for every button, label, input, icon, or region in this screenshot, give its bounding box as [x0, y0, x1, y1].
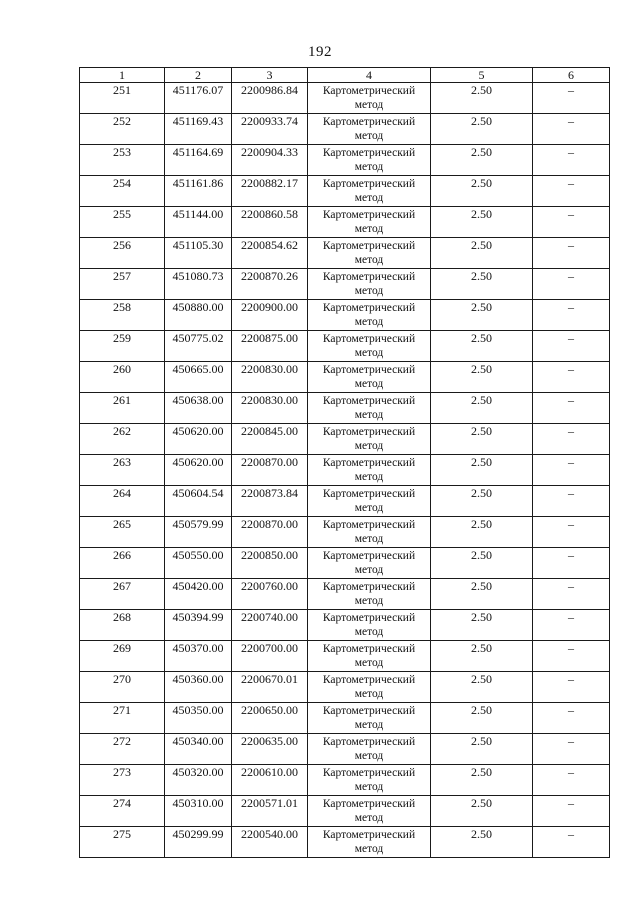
y-coordinate-cell: 2200635.00: [232, 734, 308, 765]
point-number-cell: 260: [80, 362, 165, 393]
point-number-cell: 256: [80, 238, 165, 269]
y-coordinate-cell: 2200873.84: [232, 486, 308, 517]
table-row: [80, 114, 610, 145]
accuracy-cell: 2.50: [431, 548, 533, 579]
column-header: 3: [232, 68, 308, 83]
method-line-2: метод: [354, 719, 384, 731]
method-line-1: Картометрический: [322, 829, 416, 841]
method-line-2: метод: [354, 502, 384, 514]
table-row: [80, 393, 610, 424]
method-line-1: Картометрический: [322, 240, 416, 252]
method-cell: [308, 145, 431, 176]
y-coordinate-cell: 2200610.00: [232, 765, 308, 796]
accuracy-cell: 2.50: [431, 486, 533, 517]
method-line-1: Картометрический: [322, 612, 416, 624]
point-number-cell: 265: [80, 517, 165, 548]
y-coordinate-cell: 2200900.00: [232, 300, 308, 331]
table-row: [80, 579, 610, 610]
accuracy-cell: 2.50: [431, 393, 533, 424]
table-row: [80, 672, 610, 703]
y-coordinate-cell: 2200830.00: [232, 393, 308, 424]
note-cell: –: [533, 827, 610, 858]
y-coordinate-cell: 2200740.00: [232, 610, 308, 641]
method-line-2: метод: [354, 285, 384, 297]
note-cell: –: [533, 672, 610, 703]
note-cell: –: [533, 703, 610, 734]
table-row: [80, 765, 610, 796]
method-line-1: Картометрический: [322, 178, 416, 190]
x-coordinate-cell: 451176.07: [165, 83, 232, 114]
x-coordinate-cell: 450775.02: [165, 331, 232, 362]
method-cell: [308, 114, 431, 145]
method-cell: [308, 548, 431, 579]
table-row: [80, 331, 610, 362]
method-line-1: Картометрический: [322, 271, 416, 283]
method-cell: [308, 641, 431, 672]
method-line-1: Картометрический: [322, 550, 416, 562]
method-cell: [308, 827, 431, 858]
method-line-2: метод: [354, 347, 384, 359]
table-body: [80, 83, 610, 858]
accuracy-cell: 2.50: [431, 703, 533, 734]
method-cell: [308, 455, 431, 486]
method-cell: [308, 362, 431, 393]
accuracy-cell: 2.50: [431, 269, 533, 300]
y-coordinate-cell: 2200845.00: [232, 424, 308, 455]
column-header: 6: [533, 68, 610, 83]
x-coordinate-cell: 450550.00: [165, 548, 232, 579]
note-cell: –: [533, 579, 610, 610]
x-coordinate-cell: 451169.43: [165, 114, 232, 145]
method-cell: [308, 672, 431, 703]
method-line-2: метод: [354, 564, 384, 576]
method-line-1: Картометрический: [322, 643, 416, 655]
accuracy-cell: 2.50: [431, 300, 533, 331]
table-row: [80, 641, 610, 672]
point-number-cell: 251: [80, 83, 165, 114]
table-row: [80, 362, 610, 393]
column-header: 5: [431, 68, 533, 83]
method-cell: [308, 331, 431, 362]
column-header: 4: [308, 68, 431, 83]
method-line-1: Картометрический: [322, 364, 416, 376]
y-coordinate-cell: 2200870.00: [232, 517, 308, 548]
column-header: 1: [80, 68, 165, 83]
method-cell: [308, 517, 431, 548]
point-number-cell: 271: [80, 703, 165, 734]
method-line-1: Картометрический: [322, 674, 416, 686]
method-line-2: метод: [354, 657, 384, 669]
method-line-2: метод: [354, 440, 384, 452]
note-cell: –: [533, 393, 610, 424]
method-line-1: Картометрический: [322, 395, 416, 407]
method-line-1: Картометрический: [322, 85, 416, 97]
y-coordinate-cell: 2200571.01: [232, 796, 308, 827]
method-line-2: метод: [354, 595, 384, 607]
method-cell: [308, 393, 431, 424]
method-cell: [308, 238, 431, 269]
y-coordinate-cell: 2200875.00: [232, 331, 308, 362]
accuracy-cell: 2.50: [431, 424, 533, 455]
accuracy-cell: 2.50: [431, 734, 533, 765]
note-cell: –: [533, 734, 610, 765]
method-line-1: Картометрический: [322, 705, 416, 717]
note-cell: –: [533, 83, 610, 114]
point-number-cell: 272: [80, 734, 165, 765]
method-line-2: метод: [354, 161, 384, 173]
accuracy-cell: 2.50: [431, 765, 533, 796]
y-coordinate-cell: 2200904.33: [232, 145, 308, 176]
method-cell: [308, 424, 431, 455]
x-coordinate-cell: 451144.00: [165, 207, 232, 238]
method-line-1: Картометрический: [322, 457, 416, 469]
x-coordinate-cell: 450579.99: [165, 517, 232, 548]
y-coordinate-cell: 2200540.00: [232, 827, 308, 858]
x-coordinate-cell: 451164.69: [165, 145, 232, 176]
y-coordinate-cell: 2200986.84: [232, 83, 308, 114]
accuracy-cell: 2.50: [431, 579, 533, 610]
accuracy-cell: 2.50: [431, 207, 533, 238]
x-coordinate-cell: 450620.00: [165, 455, 232, 486]
table-row: [80, 83, 610, 114]
note-cell: –: [533, 362, 610, 393]
column-header: 2: [165, 68, 232, 83]
method-line-2: метод: [354, 223, 384, 235]
method-line-2: метод: [354, 812, 384, 824]
method-line-1: Картометрический: [322, 147, 416, 159]
table-row: [80, 176, 610, 207]
x-coordinate-cell: 450310.00: [165, 796, 232, 827]
note-cell: –: [533, 424, 610, 455]
method-line-2: метод: [354, 130, 384, 142]
method-line-1: Картометрический: [322, 519, 416, 531]
point-number-cell: 257: [80, 269, 165, 300]
accuracy-cell: 2.50: [431, 176, 533, 207]
accuracy-cell: 2.50: [431, 827, 533, 858]
x-coordinate-cell: 450420.00: [165, 579, 232, 610]
table-header: [80, 68, 610, 83]
method-line-1: Картометрический: [322, 333, 416, 345]
method-line-2: метод: [354, 843, 384, 855]
note-cell: –: [533, 207, 610, 238]
x-coordinate-cell: 450299.99: [165, 827, 232, 858]
table-row: [80, 703, 610, 734]
method-line-2: метод: [354, 688, 384, 700]
accuracy-cell: 2.50: [431, 672, 533, 703]
method-line-2: метод: [354, 781, 384, 793]
y-coordinate-cell: 2200870.26: [232, 269, 308, 300]
method-cell: [308, 610, 431, 641]
method-line-1: Картометрический: [322, 302, 416, 314]
y-coordinate-cell: 2200854.62: [232, 238, 308, 269]
point-number-cell: 274: [80, 796, 165, 827]
method-line-1: Картометрический: [322, 736, 416, 748]
point-number-cell: 252: [80, 114, 165, 145]
point-number-cell: 255: [80, 207, 165, 238]
accuracy-cell: 2.50: [431, 83, 533, 114]
note-cell: –: [533, 145, 610, 176]
y-coordinate-cell: 2200700.00: [232, 641, 308, 672]
method-line-2: метод: [354, 99, 384, 111]
method-cell: [308, 734, 431, 765]
method-cell: [308, 300, 431, 331]
point-number-cell: 273: [80, 765, 165, 796]
method-cell: [308, 579, 431, 610]
x-coordinate-cell: 450620.00: [165, 424, 232, 455]
x-coordinate-cell: 450880.00: [165, 300, 232, 331]
table-row: [80, 455, 610, 486]
x-coordinate-cell: 450394.99: [165, 610, 232, 641]
y-coordinate-cell: 2200850.00: [232, 548, 308, 579]
method-line-2: метод: [354, 316, 384, 328]
method-cell: [308, 703, 431, 734]
accuracy-cell: 2.50: [431, 641, 533, 672]
method-cell: [308, 83, 431, 114]
table-row: [80, 734, 610, 765]
header-row: [80, 68, 610, 83]
method-line-1: Картометрический: [322, 209, 416, 221]
coordinates-table: [79, 67, 610, 858]
point-number-cell: 267: [80, 579, 165, 610]
x-coordinate-cell: 450320.00: [165, 765, 232, 796]
accuracy-cell: 2.50: [431, 238, 533, 269]
point-number-cell: 269: [80, 641, 165, 672]
point-number-cell: 270: [80, 672, 165, 703]
y-coordinate-cell: 2200870.00: [232, 455, 308, 486]
note-cell: –: [533, 331, 610, 362]
point-number-cell: 264: [80, 486, 165, 517]
table-row: [80, 269, 610, 300]
y-coordinate-cell: 2200760.00: [232, 579, 308, 610]
x-coordinate-cell: 450604.54: [165, 486, 232, 517]
note-cell: –: [533, 641, 610, 672]
point-number-cell: 254: [80, 176, 165, 207]
accuracy-cell: 2.50: [431, 362, 533, 393]
note-cell: –: [533, 765, 610, 796]
x-coordinate-cell: 450638.00: [165, 393, 232, 424]
y-coordinate-cell: 2200830.00: [232, 362, 308, 393]
point-number-cell: 261: [80, 393, 165, 424]
table-row: [80, 548, 610, 579]
table-row: [80, 238, 610, 269]
accuracy-cell: 2.50: [431, 517, 533, 548]
method-line-2: метод: [354, 626, 384, 638]
method-cell: [308, 796, 431, 827]
method-line-1: Картометрический: [322, 798, 416, 810]
note-cell: –: [533, 114, 610, 145]
y-coordinate-cell: 2200933.74: [232, 114, 308, 145]
method-line-2: метод: [354, 533, 384, 545]
note-cell: –: [533, 238, 610, 269]
point-number-cell: 253: [80, 145, 165, 176]
table-row: [80, 610, 610, 641]
method-line-2: метод: [354, 192, 384, 204]
point-number-cell: 259: [80, 331, 165, 362]
y-coordinate-cell: 2200670.01: [232, 672, 308, 703]
method-line-1: Картометрический: [322, 581, 416, 593]
method-line-1: Картометрический: [322, 426, 416, 438]
accuracy-cell: 2.50: [431, 331, 533, 362]
method-line-2: метод: [354, 254, 384, 266]
table-row: [80, 486, 610, 517]
point-number-cell: 275: [80, 827, 165, 858]
method-line-2: метод: [354, 378, 384, 390]
method-cell: [308, 269, 431, 300]
x-coordinate-cell: 450360.00: [165, 672, 232, 703]
point-number-cell: 263: [80, 455, 165, 486]
note-cell: –: [533, 176, 610, 207]
note-cell: –: [533, 486, 610, 517]
x-coordinate-cell: 451080.73: [165, 269, 232, 300]
method-line-1: Картометрический: [322, 767, 416, 779]
accuracy-cell: 2.50: [431, 796, 533, 827]
note-cell: –: [533, 269, 610, 300]
accuracy-cell: 2.50: [431, 455, 533, 486]
point-number-cell: 262: [80, 424, 165, 455]
y-coordinate-cell: 2200650.00: [232, 703, 308, 734]
table-row: [80, 796, 610, 827]
method-cell: [308, 176, 431, 207]
x-coordinate-cell: 450665.00: [165, 362, 232, 393]
note-cell: –: [533, 517, 610, 548]
table-row: [80, 424, 610, 455]
point-number-cell: 266: [80, 548, 165, 579]
table-row: [80, 145, 610, 176]
method-cell: [308, 207, 431, 238]
table-row: [80, 300, 610, 331]
accuracy-cell: 2.50: [431, 145, 533, 176]
accuracy-cell: 2.50: [431, 114, 533, 145]
method-line-1: Картометрический: [322, 488, 416, 500]
page-number: 192: [308, 44, 332, 60]
table-row: [80, 207, 610, 238]
note-cell: –: [533, 610, 610, 641]
x-coordinate-cell: 450350.00: [165, 703, 232, 734]
method-line-2: метод: [354, 409, 384, 421]
x-coordinate-cell: 450340.00: [165, 734, 232, 765]
note-cell: –: [533, 548, 610, 579]
method-cell: [308, 486, 431, 517]
x-coordinate-cell: 451105.30: [165, 238, 232, 269]
table-row: [80, 517, 610, 548]
note-cell: –: [533, 796, 610, 827]
x-coordinate-cell: 451161.86: [165, 176, 232, 207]
x-coordinate-cell: 450370.00: [165, 641, 232, 672]
y-coordinate-cell: 2200860.58: [232, 207, 308, 238]
method-cell: [308, 765, 431, 796]
table-row: [80, 827, 610, 858]
point-number-cell: 268: [80, 610, 165, 641]
y-coordinate-cell: 2200882.17: [232, 176, 308, 207]
method-line-2: метод: [354, 471, 384, 483]
method-line-2: метод: [354, 750, 384, 762]
point-number-cell: 258: [80, 300, 165, 331]
note-cell: –: [533, 455, 610, 486]
accuracy-cell: 2.50: [431, 610, 533, 641]
note-cell: –: [533, 300, 610, 331]
method-line-1: Картометрический: [322, 116, 416, 128]
